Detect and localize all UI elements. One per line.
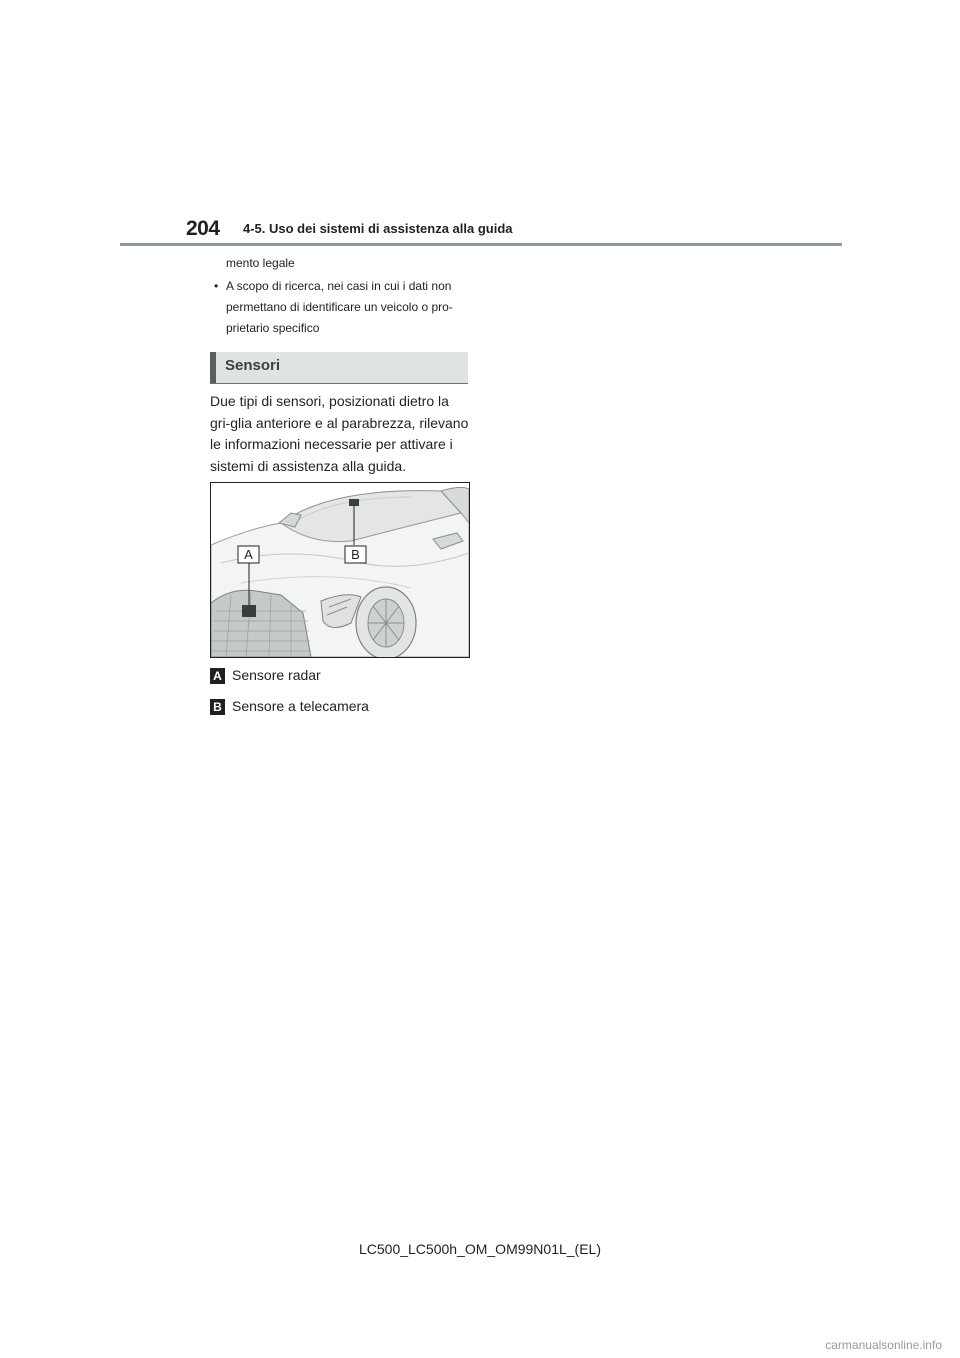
legend-label-b: Sensore a telecamera [232, 698, 369, 714]
legend-key-a: A [210, 668, 225, 684]
section-header-box [210, 352, 468, 384]
header-divider [120, 243, 842, 246]
callout-b-label: B [351, 547, 360, 562]
legend-label-a: Sensore radar [232, 667, 321, 683]
legend-key-b: B [210, 699, 225, 715]
body-paragraph: Due tipi di sensori, posizionati dietro la gri-glia anteriore e al parabrezza, rilevano le informazioni necessarie per attivare i sistemi di assistenza alla guida. [210, 393, 469, 474]
watermark-text: carmanualsonline.info [825, 1338, 942, 1352]
section-accent-bar [210, 352, 216, 383]
callout-a-label: A [244, 547, 253, 562]
section-title: Sensori [225, 357, 281, 374]
page-number: 204 [186, 217, 220, 240]
document-code-footer: LC500_LC500h_OM_OM99N01L_(EL) [358, 1241, 602, 1257]
continuation-text: mento legale [226, 256, 295, 270]
section-heading: 4-5. Uso dei sistemi di assistenza alla guida [243, 221, 513, 236]
bullet-mark: • [214, 279, 219, 293]
car-drawing [211, 483, 469, 657]
car-sensor-illustration [210, 482, 470, 658]
bullet-text: A scopo di ricerca, nei casi in cui i dati non permettano di identificare un veicolo o pro-prietario specifico [226, 279, 453, 335]
